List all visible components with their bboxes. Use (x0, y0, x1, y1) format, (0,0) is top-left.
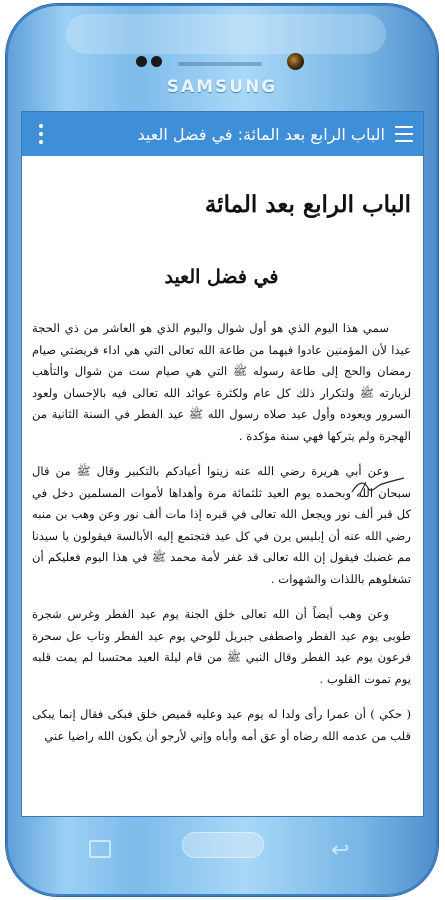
home-button[interactable] (182, 832, 264, 858)
back-icon[interactable]: ↩ (331, 838, 350, 863)
light-sensor-icon (151, 56, 162, 67)
front-camera-icon (287, 53, 304, 70)
app-bar-title: الباب الرابع بعد المائة: في فضل العيد (137, 124, 385, 144)
app-screen (22, 112, 423, 816)
paragraph: سمي هذا اليوم الذي هو أول شوال واليوم الذي هو العاشر من ذي الحجة عيدا لأن المؤمنين عادوا فيهما من طاعة الله تعالى التي هي اداء فريضتي صيام رمضان والحج إلى طاعة رسوله ﷺ التي هي صيام ست من شوال والتأهب لزيارته ﷺ ولتكرار ذلك كل عام ولكثرة عوائد الله تعالى فيه بالإحسان ولعود السرور ويعوده وأول عيد صلاه رسول الله ﷺ عيد الفطر في السنة الثانية من الهجرة ولم يتركها فهي سنة مؤكدة . (32, 321, 411, 443)
paragraph: وعن وهب أيضاً أن الله تعالى خلق الجنة يوم عيد الفطر وغرس شجرة طوبى يوم عيد الفطر واصطفى جبريل للوحي يوم عيد الفطر وتاب عل سحرة فرعون يوم عيد الفطر وقال النبي ﷺ من قام ليلة العيد محتسبا لم يمت قلبه يوم تموت القلوب . (32, 607, 411, 686)
phone-gloss (66, 14, 386, 54)
recent-apps-icon[interactable] (89, 840, 111, 858)
earpiece-speaker (178, 62, 262, 66)
device-brand: SAMSUNG (166, 77, 278, 97)
handwritten-mark (350, 476, 406, 498)
more-vertical-icon[interactable] (28, 119, 54, 149)
proximity-sensor-icon (136, 56, 147, 67)
hamburger-icon[interactable] (391, 119, 417, 149)
chapter-title: الباب الرابع بعد المائة (204, 191, 411, 218)
book-page (22, 190, 423, 747)
section-title: في فضل العيد (164, 266, 279, 288)
paragraph: ( حكي ) أن عمرا رأى ولدا له يوم عيد وعليه قميص خلق فبكى فقال إنما يبكى قلب من عدمه الله رضاه أو عق أمه وأباه وإني لأرجو أن يكون الله راضيا عني (32, 707, 411, 743)
app-bar (22, 112, 423, 156)
paragraph: وعن أبي هريرة رضي الله عنه زينوا أعيادكم بالتكبير وقال ﷺ من قال سبحان الله وبحمده يوم العيد ثلثمائة مرة وأهداها لأموات المسلمين دخل في كل قبر ألف نور ويجعل الله تعالى في قبره إذا مات ألف نور وعن وهب بن منبه رضي الله عنه أن إبليس يرن في كل عيد فتجتمع إليه الأبالسة فيقولون يا سيدنا مم غضبك فيقول إن الله تعالى قد غفر لأمة محمد ﷺ في هذا اليوم فعليكم أن تشغلوهم باللذات والشهوات . (32, 464, 411, 586)
